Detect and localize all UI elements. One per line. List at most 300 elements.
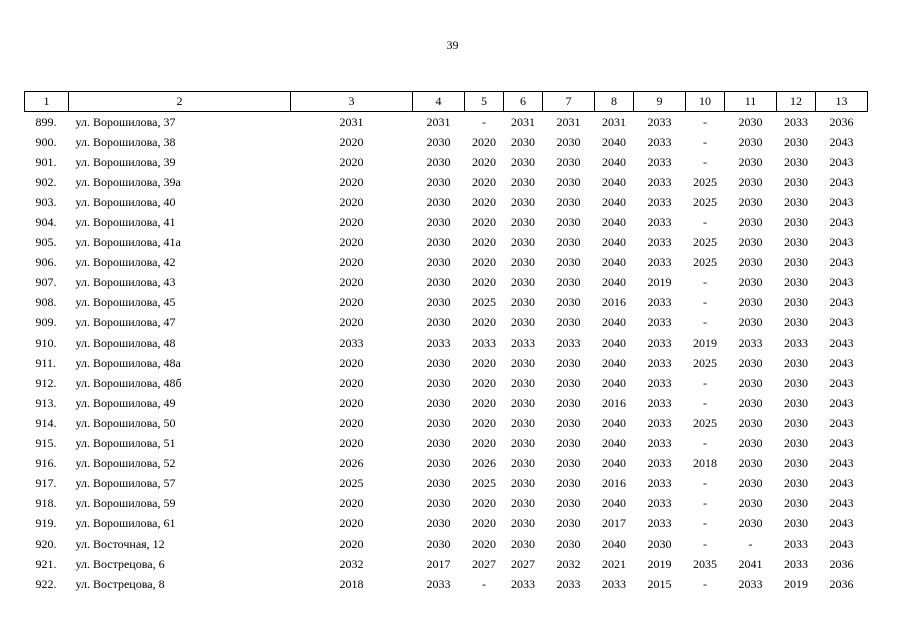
table-row [25,373,868,393]
table-cell: 2020 [472,315,496,330]
table-cell: 2016 [602,476,626,491]
table-cell: 2019 [693,335,717,350]
table-cell: - [703,375,707,390]
table-cell: 2030 [784,275,808,290]
table-cell: 2033 [556,576,581,591]
table-cell: 2030 [556,255,581,270]
table-row [25,313,868,333]
address-cell: ул. Ворошилова, 39 [75,154,176,169]
table-cell: 2043 [829,436,854,451]
table-cell: 2033 [647,154,672,169]
table-cell: 2018 [339,576,364,591]
table-row [25,413,868,433]
table-cell: - [703,114,707,129]
table-cell: 2030 [784,235,808,250]
table-cell: 2030 [426,536,451,551]
table-cell: 2033 [647,255,672,270]
table-cell: 2030 [511,134,535,149]
table-cell: 2030 [738,174,763,189]
table-cell: 2030 [738,134,763,149]
row-number-cell: 900. [35,134,57,149]
column-header-1: 1 [25,92,69,112]
table-cell: 2030 [556,456,581,471]
table-cell: 2033 [784,335,808,350]
table-cell: 2043 [829,275,854,290]
table-cell: 2030 [426,235,451,250]
address-cell: ул. Ворошилова, 38 [75,134,176,149]
table-cell: 2020 [472,496,496,511]
table-cell: 2017 [602,516,626,531]
table-cell: 2030 [784,255,808,270]
column-header-9: 9 [634,92,686,112]
table-cell: 2020 [339,315,364,330]
table-cell: 2020 [339,154,364,169]
address-cell: ул. Ворошилова, 42 [75,255,176,270]
table-cell: 2033 [647,395,672,410]
address-cell: ул. Вострецова, 6 [75,556,165,571]
table-cell: 2030 [556,295,581,310]
table-cell: 2020 [339,174,364,189]
table-cell: 2020 [472,516,496,531]
table-cell: 2021 [602,556,626,571]
table-body [25,112,868,595]
table-cell: 2043 [829,215,854,230]
row-number-cell: 906. [35,255,57,270]
table-cell: 2033 [556,335,581,350]
table-cell: 2030 [738,355,763,370]
table-cell: 2030 [556,436,581,451]
table-cell: 2020 [472,395,496,410]
table-cell: 2030 [511,536,535,551]
table-cell: 2030 [556,315,581,330]
table-cell: 2020 [472,375,496,390]
table-row [25,494,868,514]
table-cell: 2020 [339,235,364,250]
table-cell: 2040 [602,255,626,270]
table-cell: 2030 [511,315,535,330]
table-cell: - [703,536,707,551]
row-number-cell: 902. [35,174,57,189]
table-cell: 2030 [738,215,763,230]
table-cell: 2030 [556,134,581,149]
table-cell: 2020 [472,215,496,230]
table-row [25,192,868,212]
table-cell: 2033 [426,335,451,350]
table-cell: 2030 [511,496,535,511]
row-number-cell: 909. [35,315,57,330]
table-cell: 2033 [647,436,672,451]
column-header-7: 7 [543,92,595,112]
table-cell: 2015 [647,576,672,591]
table-cell: 2043 [829,456,854,471]
table-cell: - [703,476,707,491]
table-cell: 2020 [472,275,496,290]
address-cell: ул. Ворошилова, 43 [75,275,176,290]
table-cell: 2030 [426,194,451,209]
table-cell: 2030 [511,415,535,430]
table-cell: 2040 [602,154,626,169]
table-cell: 2040 [602,355,626,370]
address-cell: ул. Ворошилова, 47 [75,315,176,330]
table-cell: 2025 [693,174,717,189]
table-cell: 2040 [602,215,626,230]
table-cell: 2030 [426,255,451,270]
address-cell: ул. Ворошилова, 57 [75,476,176,491]
table-cell: 2040 [602,315,626,330]
table-cell: 2033 [647,235,672,250]
row-number-cell: 922. [35,576,57,591]
table-cell: 2033 [647,215,672,230]
table-row [25,574,868,594]
table-cell: 2020 [339,255,364,270]
row-number-cell: 901. [35,154,57,169]
table-cell: 2033 [426,576,451,591]
table-cell: 2040 [602,174,626,189]
table-cell: 2033 [647,516,672,531]
column-header-3: 3 [291,92,413,112]
table-cell: 2043 [829,154,854,169]
table-cell: 2030 [784,516,808,531]
table-row [25,514,868,534]
table-cell: 2016 [602,395,626,410]
table-cell: 2020 [472,355,496,370]
table-cell: 2033 [647,335,672,350]
table-row [25,353,868,373]
table-cell: 2030 [738,415,763,430]
table-cell: 2030 [738,235,763,250]
table-cell: 2020 [339,436,364,451]
table-row [25,474,868,494]
table-cell: 2030 [738,114,763,129]
column-header-12: 12 [777,92,816,112]
table-cell: 2043 [829,375,854,390]
address-cell: ул. Ворошилова, 50 [75,415,176,430]
row-number-cell: 916. [35,456,57,471]
table-cell: 2030 [784,154,808,169]
table-cell: 2030 [426,395,451,410]
address-cell: ул. Ворошилова, 39а [75,174,181,189]
table-cell: 2035 [693,556,717,571]
table-cell: - [703,215,707,230]
table-cell: 2030 [738,295,763,310]
table-cell: 2030 [556,536,581,551]
table-cell: 2030 [426,275,451,290]
table-cell: 2030 [784,496,808,511]
table-cell: 2030 [511,375,535,390]
table-cell: 2033 [647,194,672,209]
row-number-cell: 915. [35,436,57,451]
table-cell: 2019 [647,556,672,571]
table-cell: 2030 [556,194,581,209]
row-number-cell: 908. [35,295,57,310]
row-number-cell: 918. [35,496,57,511]
table-cell: 2030 [556,174,581,189]
table-row [25,112,868,133]
table-cell: 2030 [511,355,535,370]
table-cell: 2030 [556,476,581,491]
address-cell: ул. Вострецова, 8 [75,576,165,591]
table-cell: 2027 [472,556,496,571]
table-cell: 2020 [472,235,496,250]
table-cell: 2030 [784,134,808,149]
table-cell: 2030 [784,456,808,471]
row-number-cell: 919. [35,516,57,531]
table-cell: - [703,496,707,511]
table-cell: 2030 [784,315,808,330]
table-cell: 2030 [647,536,672,551]
table-cell: 2025 [693,194,717,209]
table-row [25,434,868,454]
table-cell: 2030 [426,476,451,491]
table-cell: 2033 [647,375,672,390]
table-cell: 2043 [829,194,854,209]
table-cell: 2020 [339,516,364,531]
row-number-cell: 914. [35,415,57,430]
table-cell: 2043 [829,335,854,350]
table-cell: 2033 [647,295,672,310]
table-cell: - [703,576,707,591]
table-cell: 2032 [556,556,581,571]
table-cell: 2020 [339,496,364,511]
table-cell: 2033 [647,496,672,511]
table-cell: 2040 [602,415,626,430]
column-header-10: 10 [686,92,725,112]
table-cell: 2030 [511,456,535,471]
table-cell: 2043 [829,496,854,511]
table-cell: 2020 [472,536,496,551]
row-number-cell: 913. [35,395,57,410]
table-cell: 2018 [693,456,717,471]
table-cell: 2030 [556,496,581,511]
table-cell: 2030 [511,436,535,451]
table-cell: - [703,315,707,330]
row-number-cell: 920. [35,536,57,551]
table-cell: 2020 [339,295,364,310]
table-cell: 2033 [647,355,672,370]
table-cell: 2030 [738,315,763,330]
column-header-5: 5 [465,92,504,112]
table-cell: 2030 [738,436,763,451]
table-cell: 2025 [693,355,717,370]
table-row [25,554,868,574]
table-cell: - [482,114,486,129]
address-cell: ул. Восточная, 12 [75,536,165,551]
table-cell: 2043 [829,516,854,531]
table-cell: 2026 [472,456,496,471]
table-cell: 2030 [784,174,808,189]
table-row [25,393,868,413]
table-cell: 2030 [426,456,451,471]
table-row [25,172,868,192]
table-cell: 2040 [602,194,626,209]
table-cell: 2020 [339,375,364,390]
column-header-2: 2 [69,92,291,112]
table-cell: - [748,536,753,551]
table-cell: 2030 [738,456,763,471]
table-row [25,454,868,474]
table-cell: 2027 [511,556,535,571]
table-row [25,233,868,253]
address-cell: ул. Ворошилова, 48а [75,355,181,370]
table-cell: 2033 [647,134,672,149]
table-cell: 2031 [339,114,364,129]
address-cell: ул. Ворошилова, 48б [75,375,182,390]
table-cell: 2019 [784,576,808,591]
table-cell: 2043 [829,295,854,310]
table-cell: 2033 [784,536,808,551]
table-cell: 2030 [511,395,535,410]
table-cell: 2043 [829,235,854,250]
table-cell: 2040 [602,375,626,390]
table-cell: 2030 [556,275,581,290]
table-cell: 2031 [602,114,626,129]
table-cell: 2043 [829,315,854,330]
table-cell: - [703,154,707,169]
table-cell: 2020 [339,536,364,551]
table-cell: 2030 [784,375,808,390]
table-cell: 2030 [556,415,581,430]
table-row [25,293,868,313]
table-cell: 2030 [738,275,763,290]
row-number-cell: 899. [35,114,57,129]
row-number-cell: 912. [35,375,57,390]
table-cell: 2030 [784,194,808,209]
table-cell: 2030 [426,415,451,430]
table-cell: 2025 [339,476,364,491]
table-cell: 2030 [556,215,581,230]
address-cell: ул. Ворошилова, 61 [75,516,176,531]
address-cell: ул. Ворошилова, 45 [75,295,176,310]
table-cell: 2041 [738,556,763,571]
column-header-13: 13 [816,92,868,112]
data-table [24,91,868,594]
table-cell: 2033 [472,335,496,350]
table-cell: 2040 [602,235,626,250]
column-header-8: 8 [595,92,634,112]
table-cell: - [703,516,707,531]
table-cell: 2030 [738,476,763,491]
column-header-4: 4 [413,92,465,112]
row-number-cell: 904. [35,215,57,230]
table-cell: 2040 [602,436,626,451]
table-cell: 2020 [339,415,364,430]
row-number-cell: 921. [35,556,57,571]
table-cell: 2033 [738,576,763,591]
table-cell: 2030 [738,154,763,169]
table-cell: 2025 [693,255,717,270]
table-cell: 2020 [339,215,364,230]
table-cell: 2033 [784,114,808,129]
table-cell: 2033 [647,476,672,491]
table-cell: 2030 [738,194,763,209]
table-cell: 2017 [426,556,451,571]
address-cell: ул. Ворошилова, 41а [75,235,181,250]
table-cell: 2030 [511,194,535,209]
table-cell: 2033 [647,415,672,430]
table-cell: 2030 [784,415,808,430]
table-cell: 2026 [339,456,364,471]
table-cell: 2043 [829,536,854,551]
table-cell: 2030 [511,235,535,250]
table-row [25,273,868,293]
table-cell: 2020 [339,134,364,149]
row-number-cell: 905. [35,235,57,250]
address-cell: ул. Ворошилова, 48 [75,335,176,350]
table-cell: - [703,134,707,149]
table-cell: 2030 [511,215,535,230]
row-number-cell: 907. [35,275,57,290]
table-cell: - [482,576,486,591]
table-cell: 2030 [784,355,808,370]
table-cell: 2030 [511,255,535,270]
table-cell: 2031 [426,114,451,129]
table-cell: 2043 [829,174,854,189]
table-row [25,253,868,273]
table-cell: 2030 [511,476,535,491]
table-cell: 2043 [829,355,854,370]
table-cell: 2030 [511,154,535,169]
table-cell: 2030 [738,395,763,410]
table-cell: 2033 [647,174,672,189]
table-cell: - [703,436,707,451]
table-cell: 2043 [829,415,854,430]
table-cell: 2030 [738,496,763,511]
table-cell: 2040 [602,134,626,149]
table-cell: 2030 [556,395,581,410]
table-cell: 2030 [784,436,808,451]
table-cell: 2030 [426,154,451,169]
table-cell: 2031 [511,114,535,129]
table-cell: 2030 [426,436,451,451]
table-cell: 2020 [472,194,496,209]
column-header-6: 6 [504,92,543,112]
table-cell: 2033 [647,315,672,330]
table-cell: 2036 [829,576,854,591]
table-cell: 2043 [829,134,854,149]
table-cell: 2043 [829,255,854,270]
row-number-cell: 903. [35,194,57,209]
table-cell: 2030 [511,174,535,189]
table-row [25,152,868,172]
table-cell: 2030 [738,516,763,531]
table-cell: 2025 [693,415,717,430]
table-cell: 2033 [511,335,535,350]
table-cell: 2020 [472,255,496,270]
table-cell: 2040 [602,335,626,350]
table-cell: 2036 [829,556,854,571]
table-cell: 2016 [602,295,626,310]
table-cell: 2030 [556,355,581,370]
table-row [25,212,868,232]
table-cell: 2025 [693,235,717,250]
table-cell: 2020 [339,194,364,209]
table-cell: 2030 [426,496,451,511]
table-cell: 2030 [426,516,451,531]
table-row [25,132,868,152]
table-cell: 2020 [472,415,496,430]
table-cell: 2025 [472,476,496,491]
table-cell: 2030 [426,375,451,390]
table-cell: 2033 [511,576,535,591]
table-cell: 2030 [426,134,451,149]
table-cell: 2030 [511,295,535,310]
table-cell: 2032 [339,556,364,571]
table-cell: 2040 [602,496,626,511]
table-row [25,534,868,554]
address-cell: ул. Ворошилова, 40 [75,194,176,209]
table-cell: 2033 [784,556,808,571]
table-cell: 2030 [556,154,581,169]
